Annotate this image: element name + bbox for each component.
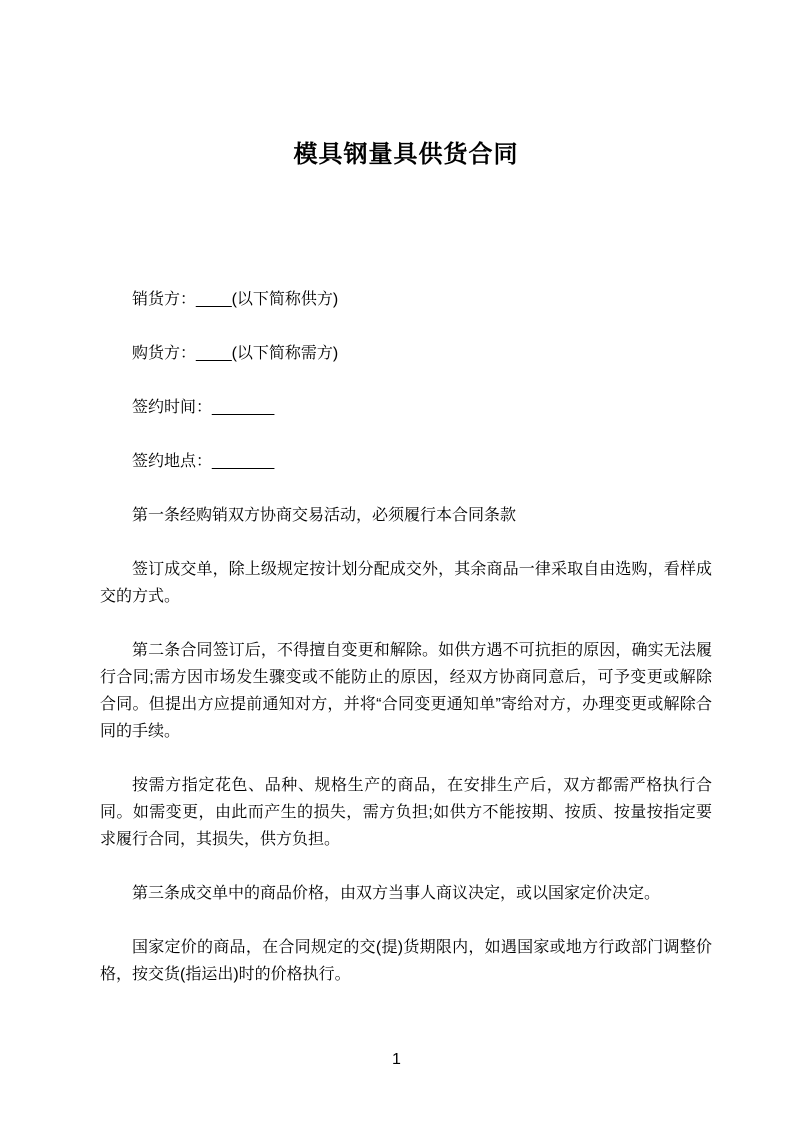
clause-2-detail: 按需方指定花色、品种、规格生产的商品，在安排生产后，双方都需严格执行合同。如需变更，由此而产生的损失，需方负担;如供方不能按期、按质、按量按指定要求履行合同，其损失，供方负担。 — [100, 777, 712, 848]
page-number: 1 — [392, 1051, 401, 1068]
clause-2-body: 第二条合同签订后，不得擅自变更和解除。如供方遇不可抗拒的原因，确实无法履行合同;需方因市场发生骤变或不能防止的原因，经双方协商同意后，可予变更或解除合同。但提出方应提前通知对方，并将“合同变更通知单”寄给对方，办理变更或解除合同的手续。 — [100, 642, 712, 740]
document-content — [100, 0, 712, 1015]
signing-place-line: 签约地点：_______ — [132, 453, 275, 470]
clause-3-heading: 第三条成交单中的商品价格，由双方当事人商议决定，或以国家定价决定。 — [132, 885, 661, 902]
contract-title: 模具钢量具供货合同 — [293, 141, 519, 168]
clause-3-detail: 国家定价的商品，在合同规定的交(提)货期限内，如遇国家或地方行政部门调整价格，按交货(指运出)时的价格执行。 — [100, 939, 712, 983]
clause-1-detail: 签订成交单，除上级规定按计划分配成交外，其余商品一律采取自由选购，看样成交的方式。 — [100, 561, 712, 605]
seller-line: 销货方：____(以下简称供方) — [132, 291, 339, 308]
signing-time-line: 签约时间：_______ — [132, 399, 275, 416]
buyer-line: 购货方：____(以下简称需方) — [132, 345, 339, 362]
clause-1-heading: 第一条经购销双方协商交易活动，必须履行本合同条款 — [132, 507, 517, 524]
